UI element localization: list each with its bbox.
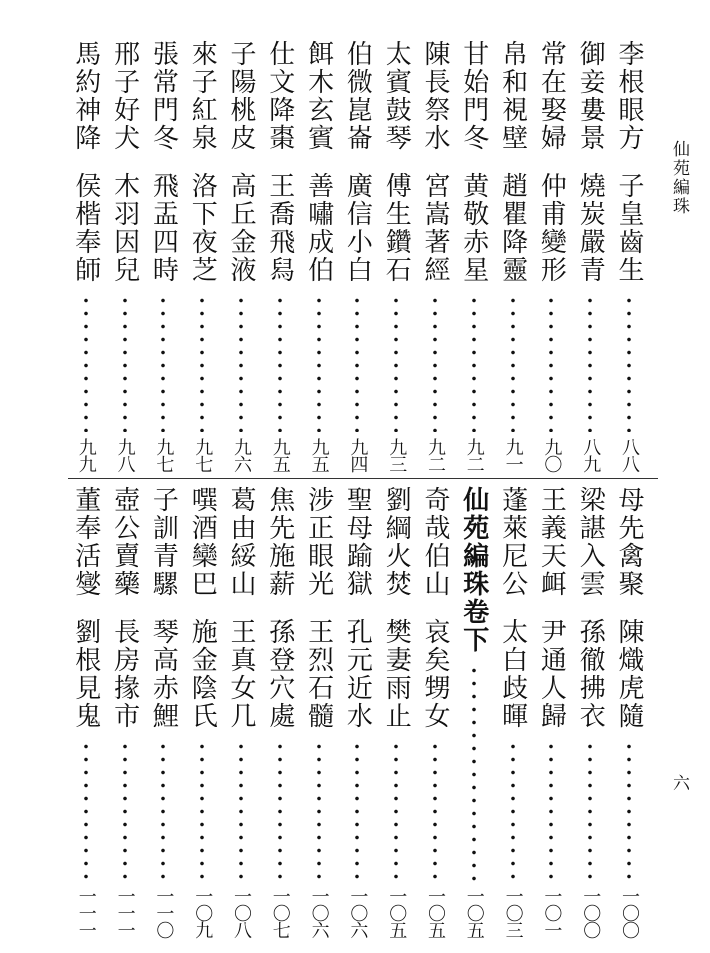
page-number: 一〇八: [231, 887, 252, 938]
toc-entry: [224, 486, 258, 938]
entry-title-first: 張常門冬: [148, 40, 179, 152]
dot-leader: [185, 740, 219, 881]
dot-leader: [146, 294, 180, 432]
page-number: 九二: [425, 438, 446, 472]
entry-title-first: 母先禽聚: [614, 486, 644, 598]
toc-entry: [612, 486, 646, 938]
entry-title-first: 噀酒欒巴: [187, 486, 218, 598]
page-number: 一〇五: [463, 887, 485, 938]
toc-entry: [302, 40, 336, 472]
entry-title-first: 奇哉伯山: [420, 486, 450, 598]
entry-title-first: 李根眼方: [614, 40, 644, 152]
toc-entry: [263, 486, 297, 938]
toc-entry: [263, 40, 297, 472]
toc-entry: [573, 40, 607, 472]
entry-gap: [179, 152, 180, 172]
entry-title-first: 餌木玄賓: [303, 40, 334, 152]
page-number: 九二: [463, 438, 485, 472]
toc-entry: [379, 40, 413, 472]
toc-entry: [612, 40, 646, 472]
toc-entry: [457, 40, 491, 472]
entry-title-first: 聖母踰獄: [342, 486, 373, 598]
dot-leader: [534, 740, 568, 881]
entry-gap: [102, 152, 103, 172]
entry-title-first: 董奉活燮: [70, 486, 101, 598]
dot-leader: [146, 740, 180, 881]
toc-entry: [69, 40, 103, 472]
toc-entry: [302, 486, 336, 938]
toc-entry: [146, 40, 180, 472]
entry-gap: [141, 152, 142, 172]
entry-title-first: 子訓青騾: [148, 486, 179, 598]
page-number: 一〇〇: [580, 887, 602, 938]
page-number: 一〇九: [192, 887, 214, 938]
entry-title-second: 廣信小白: [342, 172, 373, 284]
entry-gap: [645, 598, 646, 618]
entry-gap: [490, 152, 491, 172]
dot-leader: [224, 740, 258, 881]
toc-entry: [340, 40, 374, 472]
running-title: 仙苑編珠: [669, 140, 689, 216]
entry-gap: [296, 598, 297, 618]
entry-title-first: 焦先施薪: [264, 486, 295, 598]
entry-gap: [102, 598, 103, 618]
entry-title-first: 常在娶婦: [536, 40, 567, 152]
entry-gap: [451, 598, 452, 618]
dot-leader: [263, 740, 297, 881]
entry-title-second: 趙瞿降靈: [497, 172, 528, 284]
entry-title-second: 宮嵩著經: [420, 172, 450, 284]
entry-gap: [373, 598, 374, 618]
entry-title-second: 高丘金液: [226, 172, 256, 284]
entry-gap: [335, 152, 336, 172]
page-number: 一〇六: [308, 887, 330, 938]
toc-entry: [108, 486, 142, 938]
toc-entry: [534, 40, 568, 472]
dot-leader: [496, 294, 530, 432]
page-number: 一〇〇: [619, 887, 640, 938]
entry-title-second: 飛盂四時: [148, 172, 179, 284]
toc-entry: [496, 486, 530, 938]
page-number: 一〇六: [347, 887, 369, 938]
toc-entry: [496, 40, 530, 472]
entry-gap: [218, 598, 219, 618]
section-heading-title: 仙苑編珠卷下: [458, 486, 489, 654]
entry-title-second: 施金陰氏: [187, 618, 218, 730]
dot-leader: [108, 294, 142, 432]
toc-entry: [185, 40, 219, 472]
entry-title-second: 洛下夜芝: [187, 172, 218, 284]
entry-gap: [141, 598, 142, 618]
entry-gap: [567, 152, 568, 172]
dot-leader: [185, 294, 219, 432]
dot-leader: [418, 740, 452, 881]
entry-title-second: 劉根見鬼: [70, 618, 101, 730]
toc-entry: [185, 486, 219, 938]
page-number: 九四: [347, 438, 369, 472]
dot-leader: [302, 294, 336, 432]
entry-title-second: 子皇齒生: [614, 172, 644, 284]
page-number: 一〇五: [425, 887, 446, 938]
dot-leader: [573, 740, 607, 881]
entry-gap: [567, 598, 568, 618]
page-number: 一一一: [75, 887, 97, 938]
dot-leader: [457, 664, 491, 881]
entry-title-first: 陳長祭水: [420, 40, 450, 152]
dot-leader: [340, 740, 374, 881]
dot-leader: [418, 294, 452, 432]
entry-title-first: 梁諶入雲: [575, 486, 606, 598]
entry-title-first: 來子紅泉: [187, 40, 218, 152]
entry-title-second: 王真女几: [226, 618, 256, 730]
entry-title-second: 黄敬赤星: [458, 172, 489, 284]
entry-title-second: 侯楷奉師: [70, 172, 101, 284]
entry-title-first: 壺公賣藥: [109, 486, 140, 598]
page-number: 一〇七: [269, 887, 291, 938]
page-number: 九九: [75, 438, 97, 472]
entry-gap: [645, 152, 646, 172]
page-number: 一〇一: [541, 887, 563, 938]
entry-title-second: 樊妻雨止: [381, 618, 412, 730]
dot-leader: [69, 294, 103, 432]
toc-entry: [534, 486, 568, 938]
entry-gap: [529, 598, 530, 618]
folio-number: 六: [669, 774, 689, 791]
entry-title-first: 帛和視壁: [497, 40, 528, 152]
toc-entry: [224, 40, 258, 472]
page-number: 九三: [386, 438, 408, 472]
page-number: 九一: [502, 438, 524, 472]
dot-leader: [457, 294, 491, 432]
entry-title-second: 孫徹拂衣: [575, 618, 606, 730]
dot-leader: [340, 294, 374, 432]
page-number: 一一〇: [153, 887, 175, 938]
entry-title-second: 尹通人歸: [536, 618, 567, 730]
dot-leader: [69, 740, 103, 881]
dot-leader: [263, 294, 297, 432]
dot-leader: [496, 740, 530, 881]
entry-gap: [412, 598, 413, 618]
entry-title-first: 劉綱火焚: [381, 486, 412, 598]
dot-leader: [108, 740, 142, 881]
entry-title-second: 木羽因兒: [109, 172, 140, 284]
entry-title-first: 蓬萊尼公: [497, 486, 528, 598]
page-number: 一一一: [114, 887, 136, 938]
entry-title-first: 葛由綏山: [226, 486, 256, 598]
page-number: 九七: [153, 438, 175, 472]
entry-gap: [179, 598, 180, 618]
entry-title-first: 涉正眼光: [303, 486, 334, 598]
toc-entry: [573, 486, 607, 938]
entry-gap: [412, 152, 413, 172]
toc-entry: [379, 486, 413, 938]
page-number: 九五: [308, 438, 330, 472]
entry-gap: [296, 152, 297, 172]
entry-gap: [451, 152, 452, 172]
entry-gap: [606, 598, 607, 618]
dot-leader: [612, 294, 646, 432]
page-number: 一〇三: [502, 887, 524, 938]
toc-entry: [340, 486, 374, 938]
entry-title-second: 王喬飛舄: [264, 172, 295, 284]
page-number: 九〇: [541, 438, 563, 472]
entry-title-second: 陳熾虎隨: [614, 618, 644, 730]
entry-gap: [335, 598, 336, 618]
entry-gap: [373, 152, 374, 172]
section-heading: [457, 486, 491, 938]
toc-entry: [69, 486, 103, 938]
entry-title-first: 仕文降棗: [264, 40, 295, 152]
entry-title-second: 琴高赤鯉: [148, 618, 179, 730]
entry-title-second: 王烈石髓: [303, 618, 334, 730]
section-divider: [68, 478, 658, 479]
entry-title-second: 孔元近水: [342, 618, 373, 730]
entry-title-first: 王義天衈: [536, 486, 567, 598]
entry-title-first: 太賓鼓琴: [381, 40, 412, 152]
entry-title-first: 御妾婁景: [575, 40, 606, 152]
page-number: 八八: [619, 438, 640, 472]
page-number: 一〇五: [386, 887, 408, 938]
toc-entry: [418, 40, 452, 472]
page-number: 九七: [192, 438, 214, 472]
dot-leader: [612, 740, 646, 881]
entry-title-second: 善嘯成伯: [303, 172, 334, 284]
page-number: 九五: [269, 438, 291, 472]
dot-leader: [534, 294, 568, 432]
entry-title-second: 傅生鑽石: [381, 172, 412, 284]
entry-gap: [257, 598, 258, 618]
dot-leader: [573, 294, 607, 432]
entry-title-first: 馬約神降: [70, 40, 101, 152]
entry-title-first: 伯微崑崙: [342, 40, 373, 152]
page-number: 九八: [114, 438, 136, 472]
entry-gap: [218, 152, 219, 172]
entry-title-first: 邢子好犬: [109, 40, 140, 152]
entry-gap: [529, 152, 530, 172]
entry-title-second: 孫登穴處: [264, 618, 295, 730]
page-number: 九六: [231, 438, 252, 472]
entry-gap: [257, 152, 258, 172]
toc-entry: [146, 486, 180, 938]
entry-gap: [606, 152, 607, 172]
entry-title-first: 甘始門冬: [458, 40, 489, 152]
entry-title-second: 燒炭嚴青: [575, 172, 606, 284]
dot-leader: [379, 740, 413, 881]
entry-title-second: 仲甫變形: [536, 172, 567, 284]
page-number: 八九: [580, 438, 602, 472]
entry-title-second: 哀矣甥女: [420, 618, 450, 730]
entry-title-first: 子陽桃皮: [226, 40, 256, 152]
toc-entry: [418, 486, 452, 938]
entry-title-second: 太白歧暉: [497, 618, 528, 730]
entry-title-second: 長房掾市: [109, 618, 140, 730]
dot-leader: [302, 740, 336, 881]
dot-leader: [224, 294, 258, 432]
toc-entry: [108, 40, 142, 472]
dot-leader: [379, 294, 413, 432]
